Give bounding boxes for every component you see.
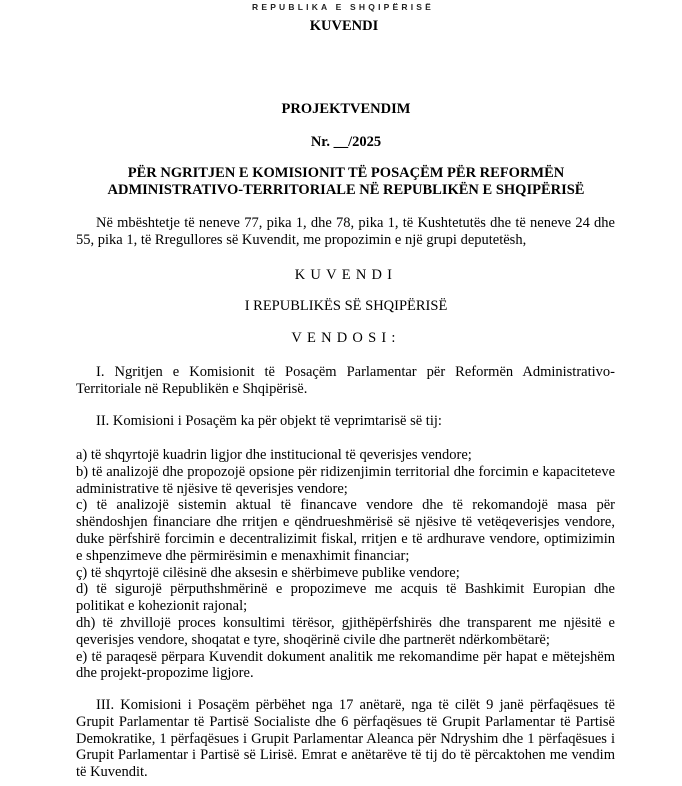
- list-item-dh: dh) të zhvillojë proces konsultimi tërësor, gjithëpërfshirës dhe transparent me njësitë e qeverisjes vendore, shoqatat e tyre, shoqërinë civile dhe partnerët ndërkombëtarë;: [76, 614, 615, 648]
- list-item-e: e) të paraqesë përpara Kuvendit dokument analitik me rekomandime për hapat e mëtejshëm dhe projekt-propozime ligjore.: [76, 648, 615, 682]
- article-1: I. Ngritjen e Komisionit të Posaçëm Parlamentar për Reformën Administrativo- Territoriale në Republikën e Shqipërisë.: [76, 364, 615, 397]
- preamble: Në mbështetje të neneve 77, pika 1, dhe 78, pika 1, të Kushtetutës dhe të neneve 24 dhe 55, pika 1, të Rregullores së Kuvendit, me propozimin e një grupi deputetësh,: [76, 215, 615, 248]
- document-title: [0, 165, 682, 199]
- list-item-d: d) të sigurojë përputhshmërinë e propozimeve me acquis të Bashkimit Europian dhe politikat e kohezionit rajonal;: [76, 581, 615, 615]
- list-item-b: b) të analizojë dhe propozojë opsione për ridizenjimin territorial dhe forcimin e kapaciteteve administrative të njësive të qeverisjes vendore;: [76, 463, 615, 497]
- document-title-line-2: ADMINISTRATIVO-TERRITORIALE NË REPUBLIKËN E SHQIPËRISË: [107, 182, 585, 198]
- decision-heading: VENDOSI:: [291, 330, 401, 346]
- enacting-body: KUVENDI: [294, 267, 398, 283]
- list-item-c-cedilla: ç) të shqyrtojë cilësinë dhe aksesin e shërbimeve publike vendore;: [76, 564, 460, 581]
- header-institution: KUVENDI: [309, 18, 379, 34]
- article-2-intro: II. Komisioni i Posaçëm ka për objekt të veprimtarisë së tij:: [96, 413, 442, 429]
- list-item-c: c) të analizojë sistemin aktual të financave vendore dhe të rekomandojë masa për shëndoshjen financiare dhe rritjen e qëndrueshmërisë së njësive të vetëqeverisjes vendore, duke përfshirë forcimin e decentralizimit fiskal, rritjen e të ardhurave vendore, optimizimin e shpenzimeve dhe përmirësimin e menaxhimit financiar;: [76, 497, 615, 564]
- header-republic-name: REPUBLIKA E SHQIPËRISË: [251, 2, 435, 12]
- article-3: III. Komisioni i Posaçëm përbëhet nga 17 anëtarë, nga të cilët 9 janë përfaqësues të Grupit Parlamentar të Partisë Socialiste dhe 6 përfaqësues të Grupit Parlamentar të Partisë Demokratike, 1 përfaqësues i Grupit Parlamentar Aleanca për Ndryshim dhe 1 përfaqësues i Grupit Parlamentar i Partisë së Lirisë. Emrat e anëtarëve të tij do të përcaktohen me vendim të Kuvendit.: [76, 697, 615, 781]
- document-title-line-1: PËR NGRITJEN E KOMISIONIT TË POSAÇËM PËR REFORMËN: [127, 165, 565, 181]
- document-number: Nr. __/2025: [310, 134, 382, 150]
- list-item-a: a) të shqyrtojë kuadrin ligjor dhe institucional të qeverisjes vendore;: [76, 447, 472, 463]
- article-2-list: [76, 447, 615, 682]
- document-type: PROJEKTVENDIM: [281, 101, 411, 117]
- enacting-body-republic: I REPUBLIKËS SË SHQIPËRISË: [244, 298, 448, 314]
